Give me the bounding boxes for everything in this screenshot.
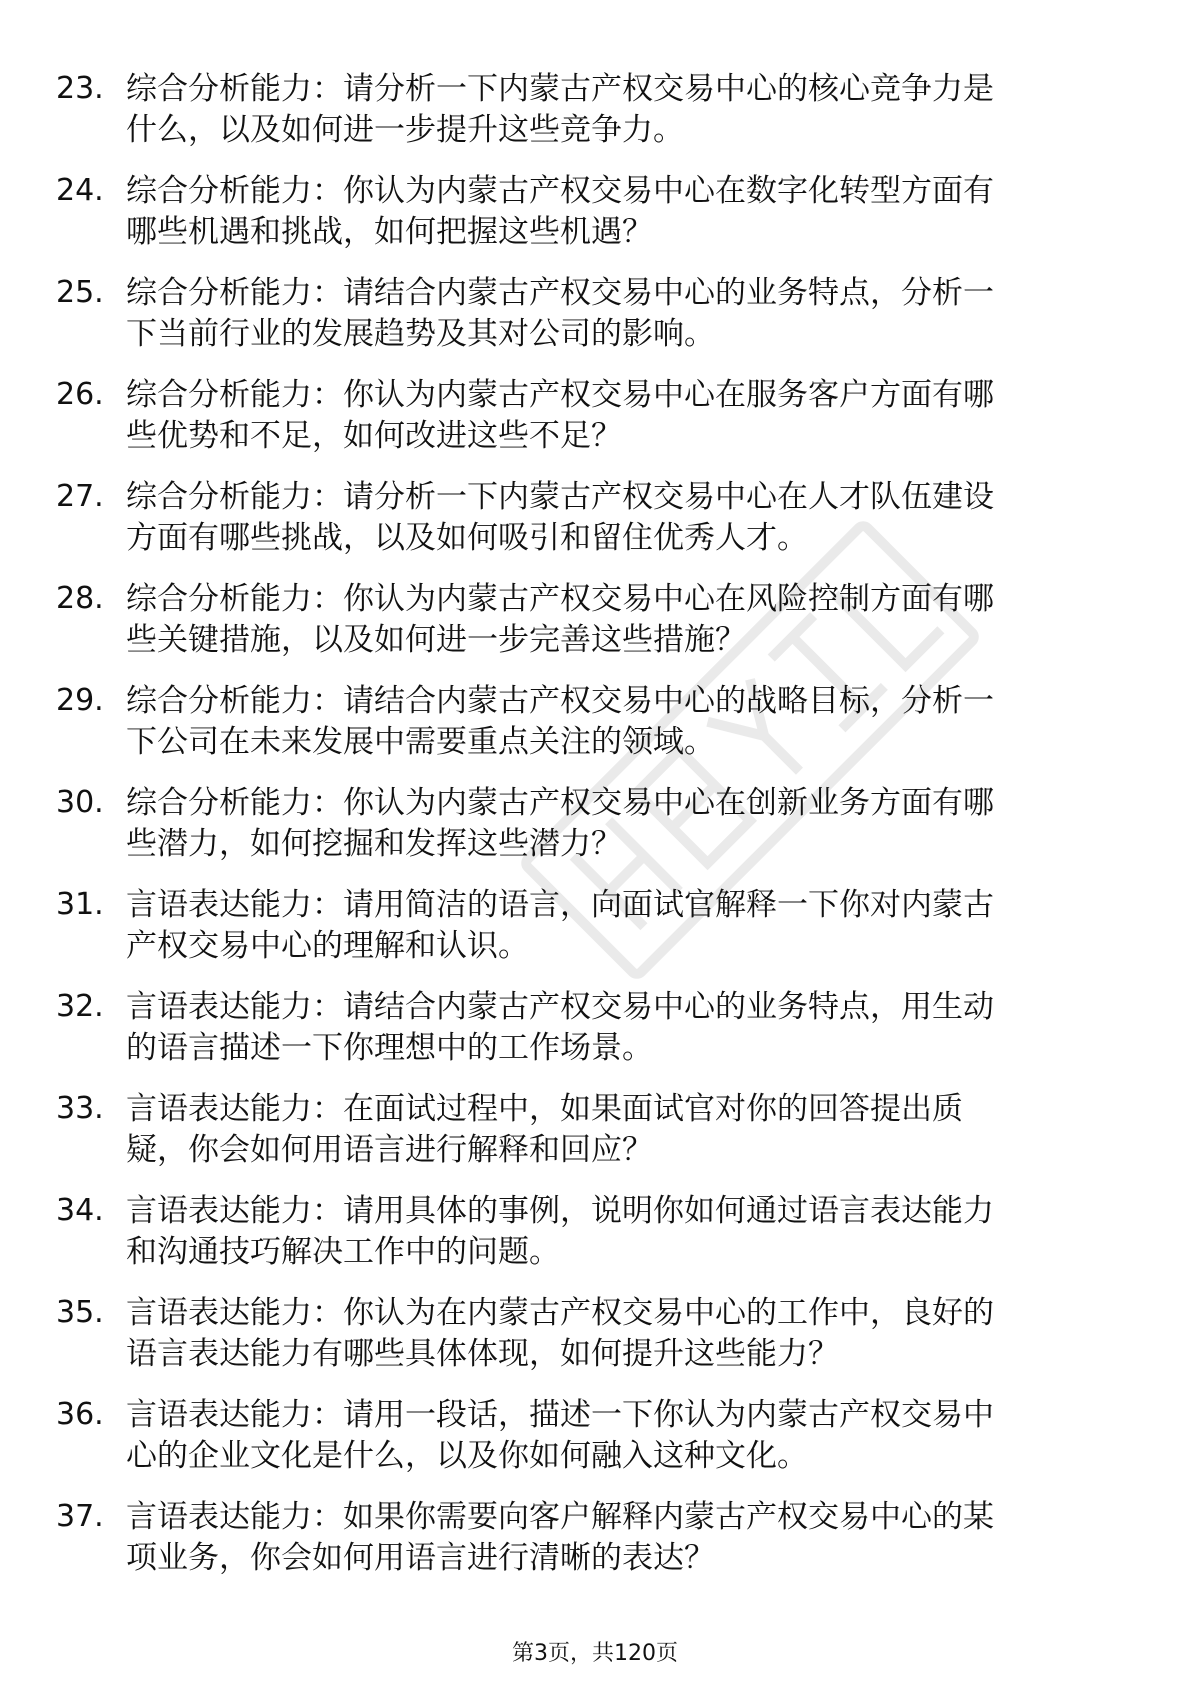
list-item: [0, 70, 1190, 172]
question-number: 27.: [56, 479, 104, 514]
question-text-line-1: 综合分析能力：你认为内蒙古产权交易中心在数字化转型方面有: [126, 173, 994, 209]
question-text-line-2: 下当前行业的发展趋势及其对公司的影响。: [126, 316, 715, 352]
question-text-line-2: 和沟通技巧解决工作中的问题。: [126, 1234, 560, 1270]
question-text-line-2: 项业务，你会如何用语言进行清晰的表达？: [126, 1540, 715, 1576]
list-item: [0, 274, 1190, 376]
question-text-line-1: 综合分析能力：你认为内蒙古产权交易中心在服务客户方面有哪: [126, 377, 994, 413]
question-text-line-1: 综合分析能力：请分析一下内蒙古产权交易中心的核心竞争力是: [126, 71, 994, 107]
question-text-line-1: 言语表达能力：如果你需要向客户解释内蒙古产权交易中心的某: [126, 1499, 994, 1535]
question-text-line-2: 方面有哪些挑战，以及如何吸引和留住优秀人才。: [126, 520, 808, 556]
list-item: [0, 886, 1190, 988]
list-item: [0, 172, 1190, 274]
list-item: [0, 1294, 1190, 1396]
question-text-line-2: 些潜力，如何挖掘和发挥这些潜力？: [126, 826, 622, 862]
question-text-line-2: 些关键措施，以及如何进一步完善这些措施？: [126, 622, 746, 658]
question-number: 23.: [56, 71, 104, 106]
question-text-line-1: 言语表达能力：在面试过程中，如果面试官对你的回答提出质: [126, 1091, 963, 1127]
page-number-label: 第3页，共120页: [512, 1641, 678, 1666]
list-item: [0, 580, 1190, 682]
question-number: 24.: [56, 173, 104, 208]
question-number: 34.: [56, 1193, 104, 1228]
list-item: [0, 1090, 1190, 1192]
question-text-line-2: 心的企业文化是什么，以及你如何融入这种文化。: [126, 1438, 808, 1474]
list-item: [0, 1396, 1190, 1498]
question-text-line-1: 综合分析能力：请结合内蒙古产权交易中心的业务特点，分析一: [126, 275, 994, 311]
question-text-line-1: 言语表达能力：请结合内蒙古产权交易中心的业务特点，用生动: [126, 989, 994, 1025]
question-number: 25.: [56, 275, 104, 310]
question-text-line-1: 综合分析能力：请结合内蒙古产权交易中心的战略目标，分析一: [126, 683, 994, 719]
list-item: [0, 1192, 1190, 1294]
question-number: 35.: [56, 1295, 104, 1330]
question-text-line-1: 言语表达能力：请用简洁的语言，向面试官解释一下你对内蒙古: [126, 887, 994, 923]
question-text-line-1: 言语表达能力：请用一段话，描述一下你认为内蒙古产权交易中: [126, 1397, 994, 1433]
list-item: [0, 682, 1190, 784]
question-text-line-2: 疑，你会如何用语言进行解释和回应？: [126, 1132, 653, 1168]
list-item: [0, 784, 1190, 886]
list-item: [0, 478, 1190, 580]
list-item: [0, 1498, 1190, 1600]
question-number: 29.: [56, 683, 104, 718]
question-text-line-2: 些优势和不足，如何改进这些不足？: [126, 418, 622, 454]
question-text-line-2: 的语言描述一下你理想中的工作场景。: [126, 1030, 653, 1066]
question-number: 31.: [56, 887, 104, 922]
question-text-line-2: 语言表达能力有哪些具体体现，如何提升这些能力？: [126, 1336, 839, 1372]
list-item: [0, 988, 1190, 1090]
page-footer: [0, 1641, 1190, 1667]
question-number: 36.: [56, 1397, 104, 1432]
question-text-line-1: 言语表达能力：请用具体的事例，说明你如何通过语言表达能力: [126, 1193, 994, 1229]
question-text-line-2: 产权交易中心的理解和认识。: [126, 928, 529, 964]
question-text-line-2: 哪些机遇和挑战，如何把握这些机遇？: [126, 214, 653, 250]
question-number: 32.: [56, 989, 104, 1024]
question-text-line-1: 言语表达能力：你认为在内蒙古产权交易中心的工作中，良好的: [126, 1295, 994, 1331]
list-item: [0, 376, 1190, 478]
question-number: 26.: [56, 377, 104, 412]
question-list: [0, 70, 1190, 1600]
question-number: 37.: [56, 1499, 104, 1534]
question-text-line-1: 综合分析能力：请分析一下内蒙古产权交易中心在人才队伍建设: [126, 479, 994, 515]
question-number: 28.: [56, 581, 104, 616]
question-text-line-2: 下公司在未来发展中需要重点关注的领域。: [126, 724, 715, 760]
question-text-line-1: 综合分析能力：你认为内蒙古产权交易中心在风险控制方面有哪: [126, 581, 994, 617]
question-text-line-1: 综合分析能力：你认为内蒙古产权交易中心在创新业务方面有哪: [126, 785, 994, 821]
question-text-line-2: 什么，以及如何进一步提升这些竞争力。: [126, 112, 684, 148]
question-number: 30.: [56, 785, 104, 820]
question-number: 33.: [56, 1091, 104, 1126]
